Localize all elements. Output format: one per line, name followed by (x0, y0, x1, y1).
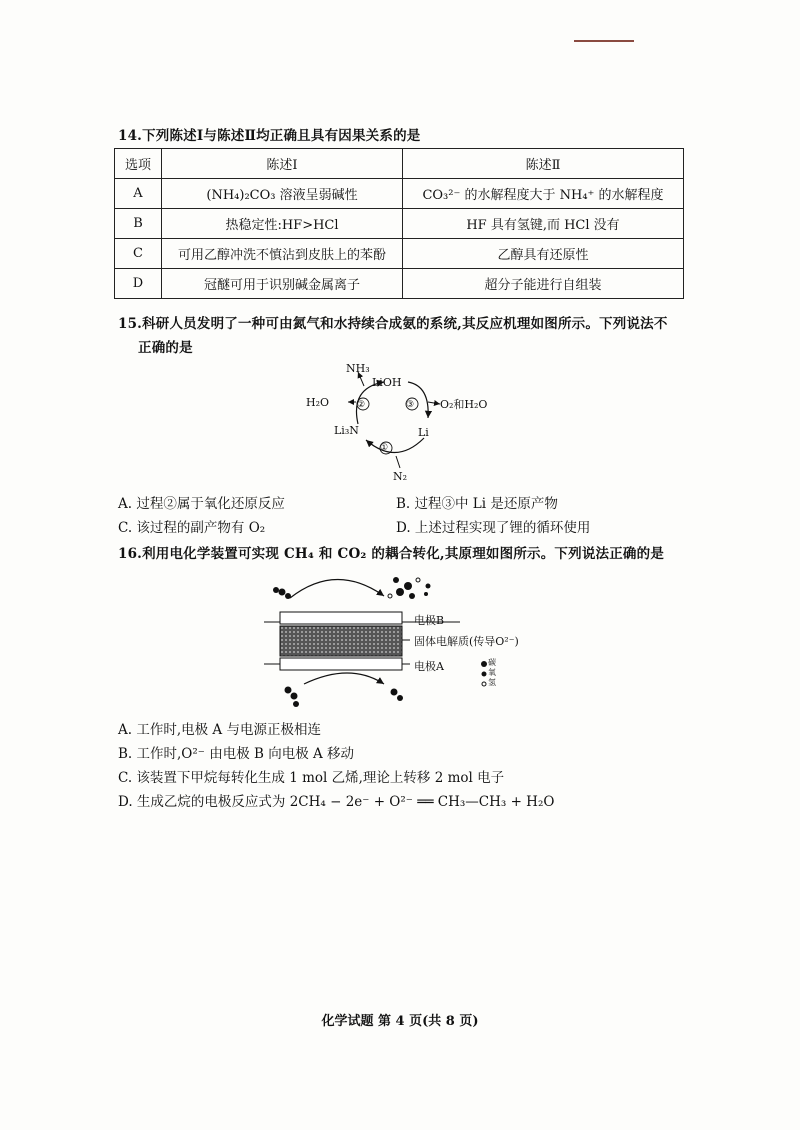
label-lioh: LiOH (372, 376, 402, 389)
row-statement-1: 热稳定性:HF>HCl (162, 209, 403, 239)
label-step3: ③ (406, 400, 415, 410)
row-statement-1: 可用乙醇冲洗不慎沾到皮肤上的苯酚 (162, 239, 403, 269)
label-li: Li (418, 426, 429, 439)
page-footer: 化学试题 第 4 页(共 8 页) (321, 1014, 479, 1029)
q14-table (114, 148, 684, 299)
legend-hydrogen: 氢 (488, 678, 496, 687)
header-statement-2: 陈述Ⅱ (403, 149, 684, 179)
label-step2: ② (357, 400, 366, 410)
q16-option-d: D. 生成乙烷的电极反应式为 2CH₄ − 2e⁻ + O²⁻ ══ CH₃—CH₃ + H₂O (118, 794, 555, 810)
bottom-reaction-arrow (304, 673, 384, 684)
table-row (115, 239, 684, 269)
table-header-row (115, 149, 684, 179)
step1-arrow (366, 438, 424, 453)
header-statement-1: 陈述Ⅰ (162, 149, 403, 179)
legend-oxygen-dot (482, 672, 487, 677)
row-option: D (115, 269, 162, 299)
scan-mark (574, 40, 634, 42)
co-out-molecule-icon (391, 689, 404, 702)
q16-stem: 16.利用电化学装置可实现 CH₄ 和 CO₂ 的耦合转化,其原理如图所示。下列说法正确的是 (118, 546, 665, 562)
ethane-ethylene-molecule-icon (388, 577, 431, 599)
q15-option-c: C. 该过程的副产物有 O₂ (118, 520, 266, 536)
n2-in-arrow (396, 456, 400, 468)
q14-stem: 14.下列陈述Ⅰ与陈述Ⅱ均正确且具有因果关系的是 (118, 128, 421, 144)
o2-out-arrow (428, 402, 440, 404)
label-o2-h2o: O₂和H₂O (440, 398, 488, 411)
co2-in-molecule-icon (285, 687, 300, 708)
header-option: 选项 (115, 149, 162, 179)
label-li3n: Li₃N (334, 424, 359, 437)
row-option: C (115, 239, 162, 269)
table-row (115, 179, 684, 209)
electrode-a (280, 658, 402, 670)
label-nh3: NH₃ (346, 362, 370, 375)
legend-hydrogen-dot (482, 682, 486, 686)
q15-option-d: D. 上述过程实现了锂的循环使用 (396, 520, 591, 536)
legend-carbon-dot (481, 661, 487, 667)
row-statement-1: 冠醚可用于识别碱金属离子 (162, 269, 403, 299)
electrode-b (280, 612, 402, 624)
q15-option-b: B. 过程③中 Li 是还原产物 (396, 496, 558, 512)
row-statement-2: 超分子能进行自组装 (403, 269, 684, 299)
q15-stem-line1: 15.科研人员发明了一种可由氮气和水持续合成氨的系统,其反应机理如图所示。下列说法不 (118, 316, 668, 332)
row-statement-1: (NH₄)₂CO₃ 溶液呈弱碱性 (162, 179, 403, 209)
table-row (115, 269, 684, 299)
row-option: B (115, 209, 162, 239)
solid-electrolyte (280, 626, 402, 656)
legend-oxygen: 氧 (488, 668, 496, 677)
q15-stem-line2: 正确的是 (138, 340, 193, 356)
label-electrolyte: 固体电解质(传导O²⁻) (414, 635, 519, 648)
row-statement-2: 乙醇具有还原性 (403, 239, 684, 269)
row-statement-2: CO₃²⁻ 的水解程度大于 NH₄⁺ 的水解程度 (403, 179, 684, 209)
label-electrode-b: 电极B (414, 614, 445, 627)
co2-molecule-icon (273, 587, 291, 599)
q15-cycle-diagram (300, 358, 520, 488)
q16-option-a: A. 工作时,电极 A 与电源正极相连 (118, 722, 321, 738)
table-row (115, 209, 684, 239)
label-n2: N₂ (393, 470, 408, 483)
label-electrode-a: 电极A (414, 660, 444, 673)
row-option: A (115, 179, 162, 209)
q15-option-a: A. 过程②属于氧化还原反应 (118, 496, 285, 512)
label-h2o: H₂O (306, 396, 330, 409)
row-statement-2: HF 具有氢键,而 HCl 没有 (403, 209, 684, 239)
q16-option-c: C. 该装置下甲烷每转化生成 1 mol 乙烯,理论上转移 2 mol 电子 (118, 770, 505, 786)
top-reaction-arrow (290, 579, 384, 598)
label-step1: ① (380, 443, 389, 453)
q16-option-b: B. 工作时,O²⁻ 由电极 B 向电极 A 移动 (118, 746, 355, 762)
legend-carbon: 碳 (488, 658, 496, 667)
